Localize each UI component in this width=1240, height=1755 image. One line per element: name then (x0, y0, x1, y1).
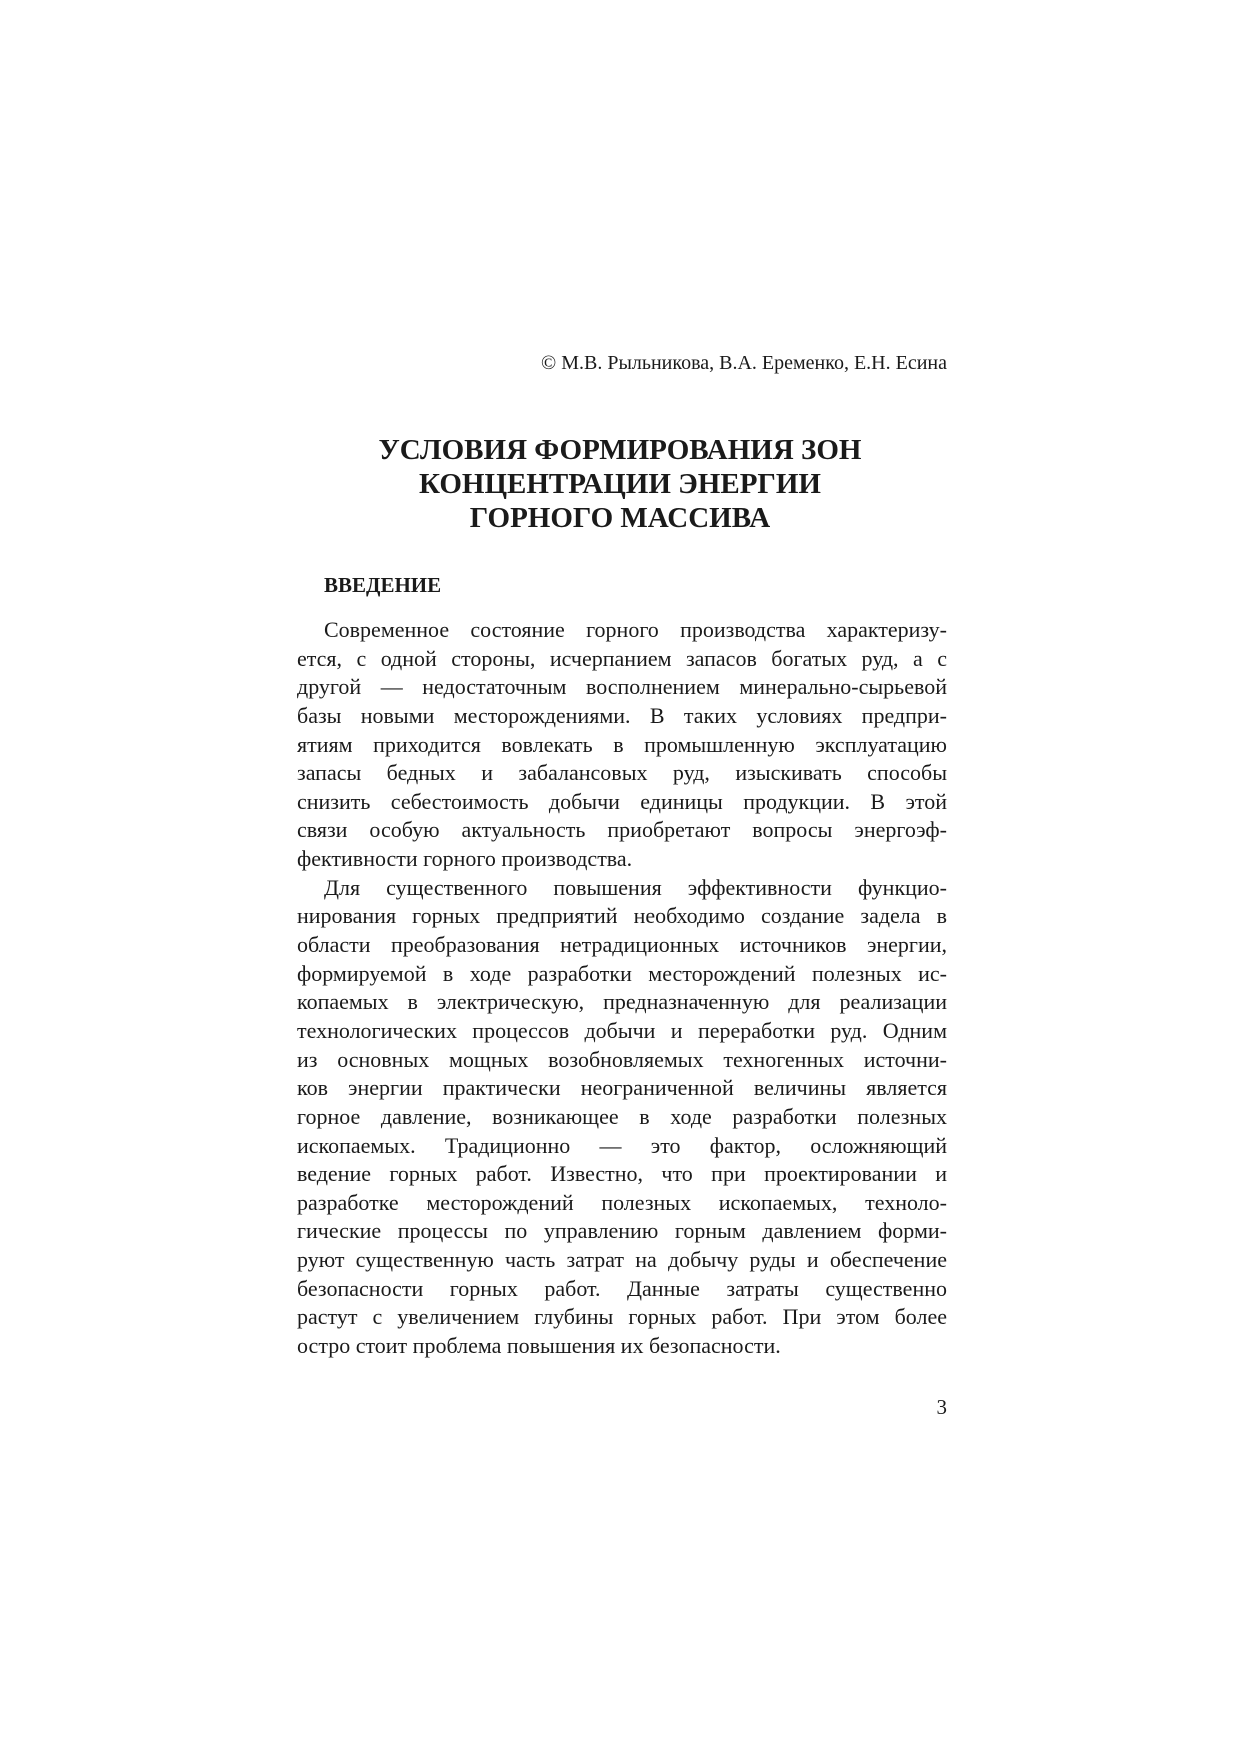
text-line: безопасности горных работ. Данные затраты существенно (297, 1275, 947, 1301)
text-line: другой — недостаточным восполнением минерально-сырьевой (297, 674, 947, 700)
paragraph-1 (297, 616, 947, 874)
text-line: ков энергии практически неограниченной величины является (297, 1075, 947, 1101)
text-line: запасы бедных и забалансовых руд, изыскивать способы (297, 760, 947, 786)
text-line: технологических процессов добычи и переработки руд. Одним (297, 1017, 947, 1043)
text-line: нирования горных предприятий необходимо создание задела в (297, 903, 947, 929)
text-line: копаемых в электрическую, предназначенную для реализации (297, 989, 947, 1015)
text-line: растут с увеличением глубины горных работ. При этом более (297, 1304, 947, 1330)
section-heading: ВВЕДЕНИЕ (324, 573, 442, 597)
text-line: ведение горных работ. Известно, что при проектировании и (297, 1161, 947, 1187)
body-text (297, 616, 947, 1361)
text-line: Для существенного повышения эффективности функцио- (324, 874, 947, 900)
author-line: © М.В. Рыльникова, В.А. Еременко, Е.Н. Есина (541, 352, 947, 374)
title-line: КОНЦЕНТРАЦИИ ЭНЕРГИИ (419, 468, 821, 500)
text-line: базы новыми месторождениями. В таких условиях предпри- (297, 702, 947, 728)
title-line: УСЛОВИЯ ФОРМИРОВАНИЯ ЗОН (378, 434, 862, 466)
text-line: ископаемых. Традиционно — это фактор, осложняющий (297, 1132, 947, 1158)
page-number: 3 (936, 1395, 947, 1419)
text-line: разработке месторождений полезных ископаемых, техноло- (297, 1189, 947, 1215)
title-line: ГОРНОГО МАССИВА (469, 502, 771, 534)
text-line: формируемой в ходе разработки месторождений полезных ис- (297, 960, 947, 986)
paragraph-2 (297, 874, 947, 1361)
text-line: руют существенную часть затрат на добычу руды и обеспечение (297, 1247, 947, 1273)
article-title (296, 433, 944, 535)
text-line: ятиям приходится вовлекать в промышленную эксплуатацию (297, 731, 947, 757)
text-line: Современное состояние горного производства характеризу- (324, 617, 947, 642)
text-line: области преобразования нетрадиционных источников энергии, (297, 932, 947, 958)
text-line: связи особую актуальность приобретают вопросы энергоэф- (297, 817, 947, 843)
text-line: из основных мощных возобновляемых техногенных источни- (297, 1046, 947, 1072)
text-line: ется, с одной стороны, исчерпанием запасов богатых руд, а с (297, 645, 947, 671)
text-line: горное давление, возникающее в ходе разработки полезных (297, 1103, 947, 1129)
text-line: фективности горного производства. (297, 846, 633, 872)
text-line: гические процессы по управлению горным давлением форми- (297, 1218, 947, 1244)
text-line: остро стоит проблема повышения их безопасности. (297, 1333, 781, 1359)
text-line: снизить себестоимость добычи единицы продукции. В этой (297, 788, 947, 814)
